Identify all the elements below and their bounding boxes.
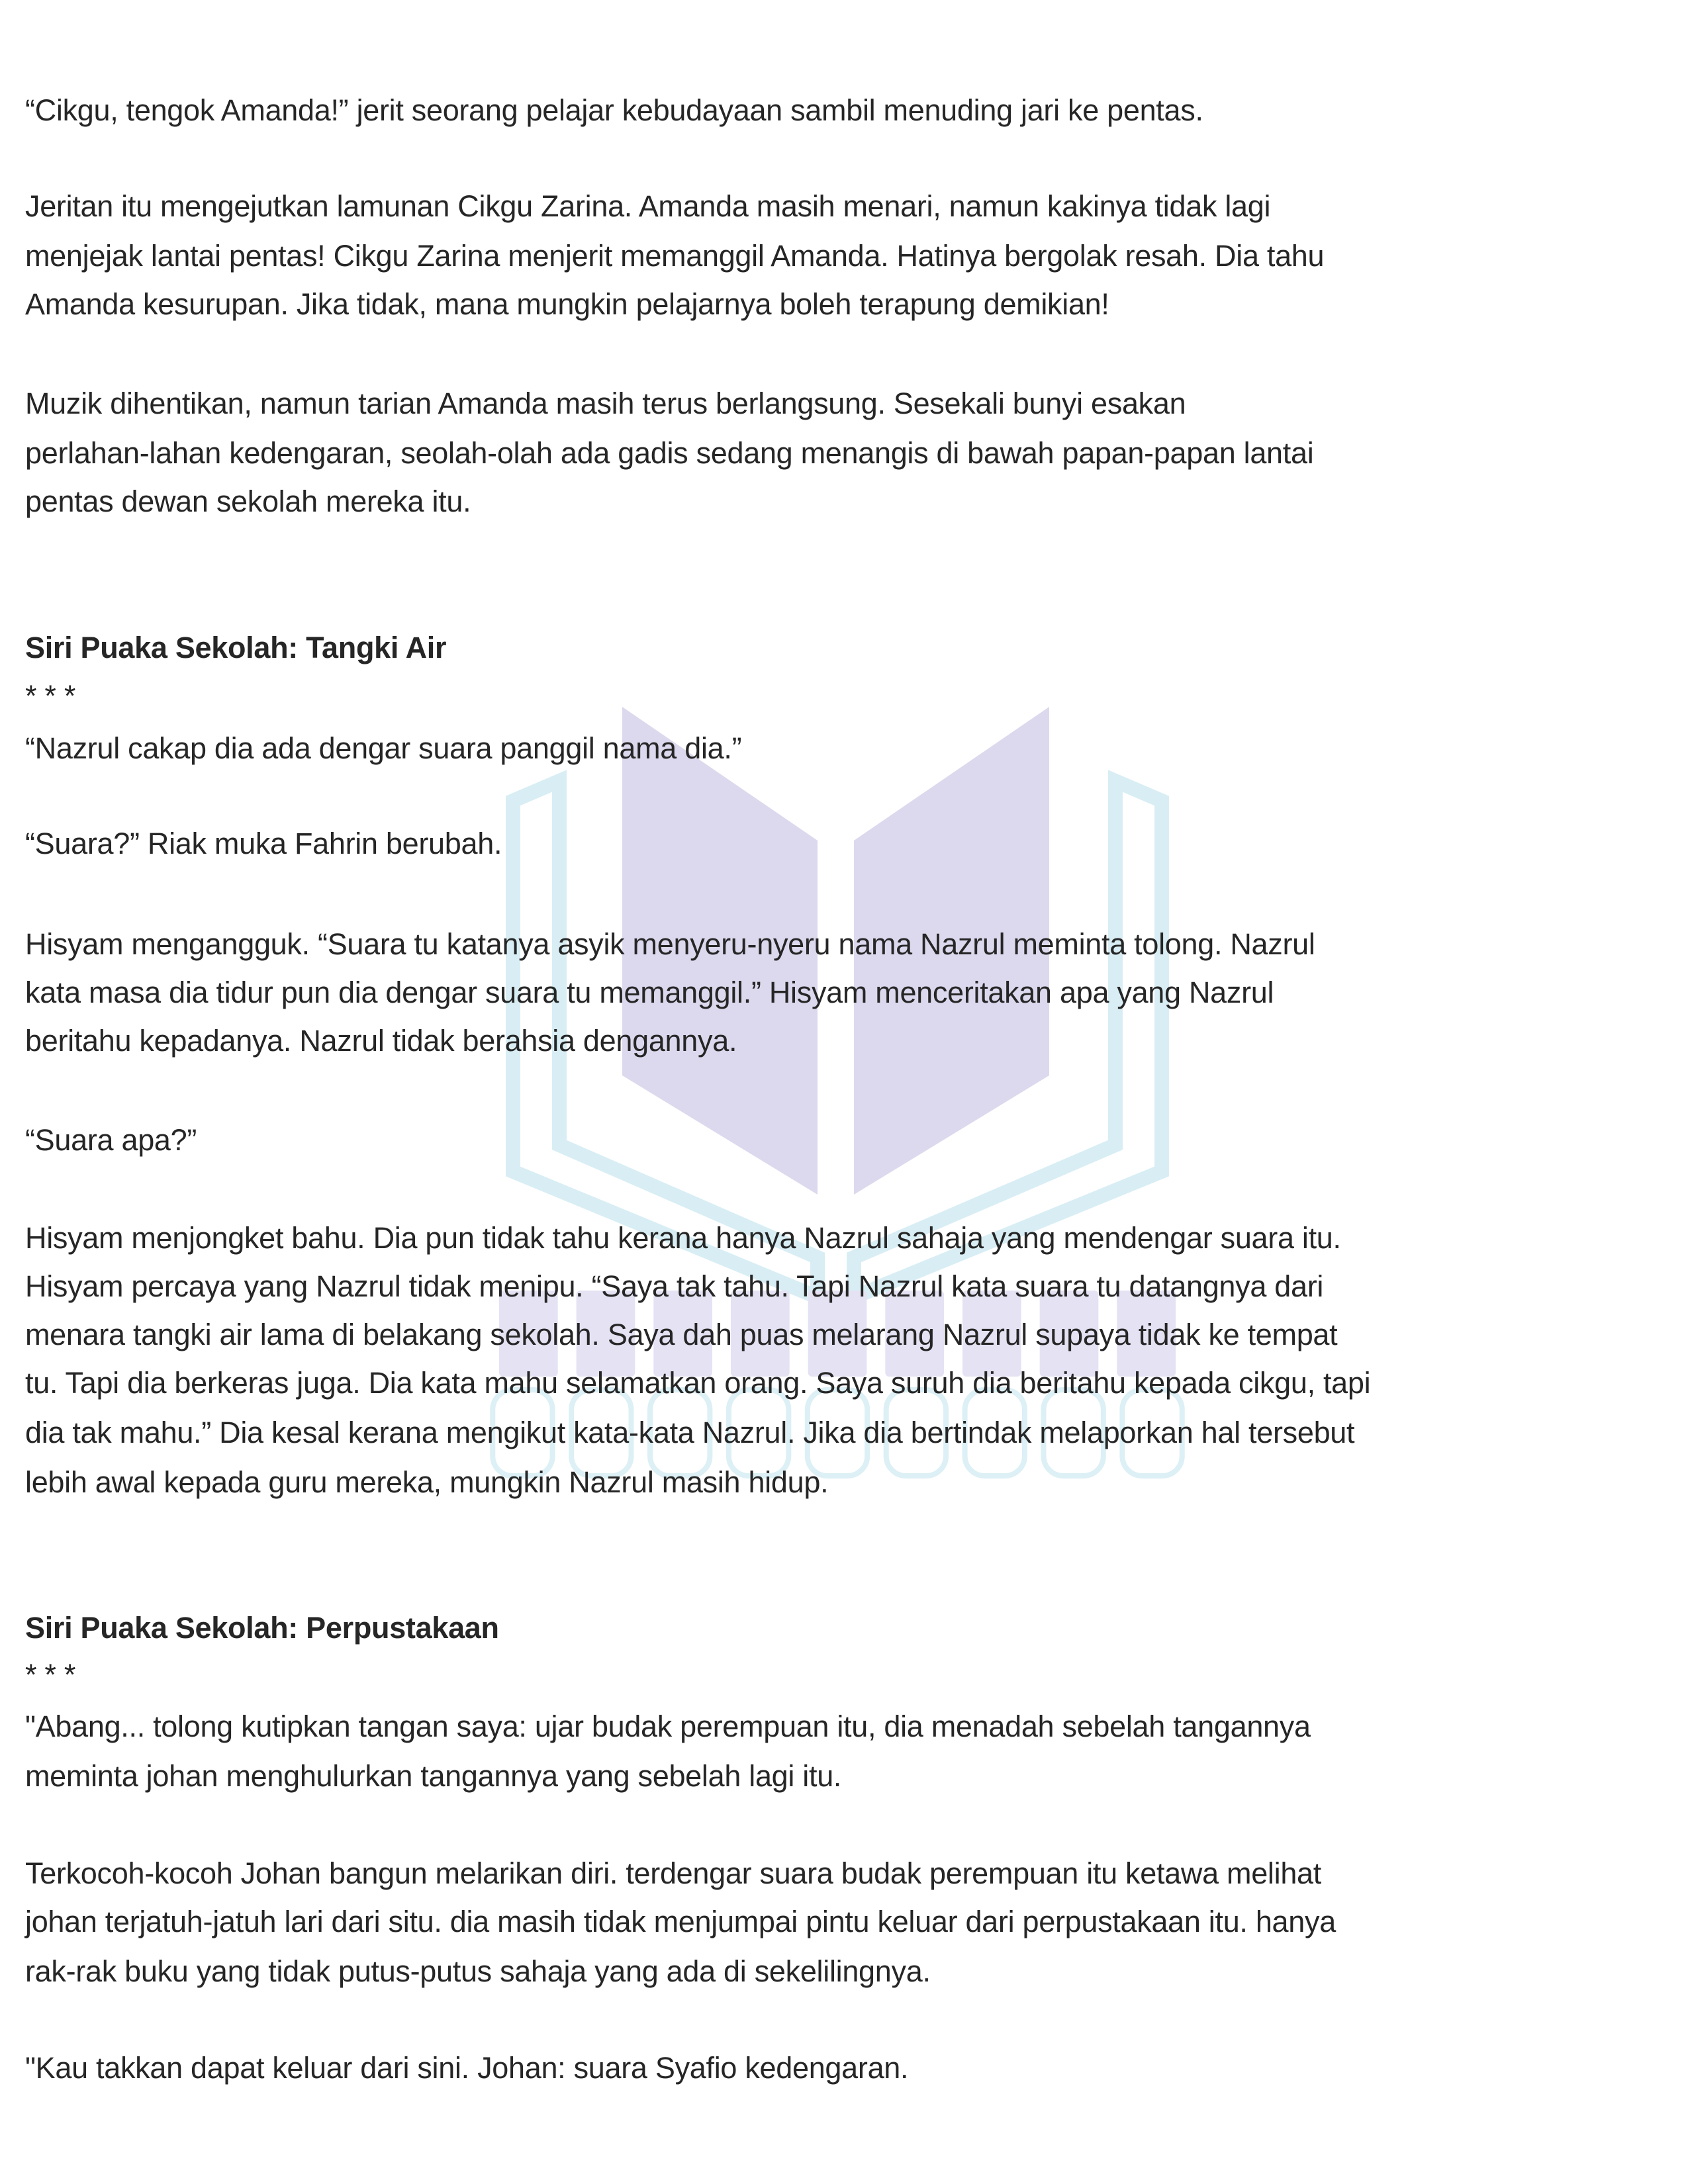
paragraph-line: pentas dewan sekolah mereka itu.	[25, 484, 471, 518]
paragraph-line: menjejak lantai pentas! Cikgu Zarina menjerit memanggil Amanda. Hatinya bergolak resah. Dia tahu	[25, 239, 1325, 273]
paragraph-line: perlahan-lahan kedengaran, seolah-olah ada gadis sedang menangis di bawah papan-papan lantai	[25, 436, 1314, 470]
paragraph-line: Amanda kesurupan. Jika tidak, mana mungkin pelajarnya boleh terapung demikian!	[25, 287, 1109, 321]
paragraph-line: Hisyam percaya yang Nazrul tidak menipu. “Saya tak tahu. Tapi Nazrul kata suara tu datangnya dari	[25, 1269, 1324, 1303]
paragraph-line: “Suara apa?”	[25, 1123, 197, 1157]
paragraph-line: kata masa dia tidur pun dia dengar suara tu memanggil.” Hisyam menceritakan apa yang Nazrul	[25, 976, 1274, 1009]
paragraph-line: Hisyam mengangguk. “Suara tu katanya asyik menyeru-nyeru nama Nazrul meminta tolong. Nazrul	[25, 927, 1315, 961]
paragraph-line: Muzik dihentikan, namun tarian Amanda masih terus berlangsung. Sesekali bunyi esakan	[25, 387, 1186, 420]
section-heading: Siri Puaka Sekolah: Perpustakaan	[25, 1611, 499, 1645]
paragraph-line: Jeritan itu mengejutkan lamunan Cikgu Zarina. Amanda masih menari, namun kakinya tidak lagi	[25, 189, 1271, 223]
paragraph-line: “Cikgu, tengok Amanda!” jerit seorang pelajar kebudayaan sambil menuding jari ke pentas.	[25, 93, 1203, 127]
paragraph-line: tu. Tapi dia berkeras juga. Dia kata mahu selamatkan orang. Saya suruh dia beritahu kepada cikgu, tapi	[25, 1366, 1371, 1400]
paragraph-line: “Suara?” Riak muka Fahrin berubah.	[25, 827, 502, 860]
section-divider: * * *	[25, 679, 76, 713]
paragraph-line: Hisyam menjongket bahu. Dia pun tidak tahu kerana hanya Nazrul sahaja yang mendengar suara itu.	[25, 1221, 1341, 1255]
paragraph-line: "Abang... tolong kutipkan tangan saya: ujar budak perempuan itu, dia menadah sebelah tangannya	[25, 1709, 1311, 1743]
paragraph-line: Terkocoh-kocoh Johan bangun melarikan diri. terdengar suara budak perempuan itu ketawa melihat	[25, 1856, 1321, 1890]
paragraph-line: lebih awal kepada guru mereka, mungkin Nazrul masih hidup.	[25, 1465, 829, 1499]
paragraph-line: menara tangki air lama di belakang sekolah. Saya dah puas melarang Nazrul supaya tidak ke tempat	[25, 1318, 1338, 1351]
section-divider: * * *	[25, 1658, 76, 1692]
paragraph-line: meminta johan menghulurkan tangannya yang sebelah lagi itu.	[25, 1759, 842, 1793]
paragraph-line: dia tak mahu.” Dia kesal kerana mengikut kata-kata Nazrul. Jika dia bertindak melaporkan hal tersebut	[25, 1416, 1355, 1449]
paragraph-line: “Nazrul cakap dia ada dengar suara panggil nama dia.”	[25, 731, 742, 765]
section-heading: Siri Puaka Sekolah: Tangki Air	[25, 631, 447, 664]
paragraph-line: johan terjatuh-jatuh lari dari situ. dia masih tidak menjumpai pintu keluar dari perpustakaan itu. hanya	[25, 1905, 1336, 1938]
paragraph-line: beritahu kepadanya. Nazrul tidak berahsia dengannya.	[25, 1024, 737, 1058]
paragraph-line: rak-rak buku yang tidak putus-putus sahaja yang ada di sekelilingnya.	[25, 1954, 931, 1988]
paragraph-line: "Kau takkan dapat keluar dari sini. Johan: suara Syafio kedengaran.	[25, 2051, 909, 2085]
